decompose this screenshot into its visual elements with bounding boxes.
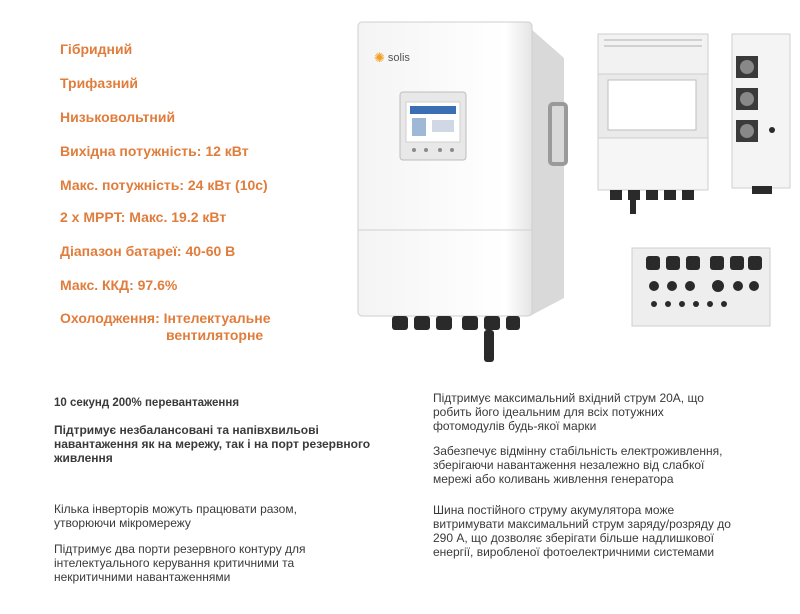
feature-stability: Забезпечує відмінну стабільність електроживлення, зберігаючи навантаження незалежно від слабкої мережі або коливань живлення генератора	[433, 444, 723, 486]
inverter-front-image	[352, 18, 584, 368]
feature-microgrid: Кілька інверторів можуть працювати разом, утворюючи мікромережу	[54, 502, 297, 530]
spec-max-power: Макс. потужність: 24 кВт (10с)	[60, 177, 268, 193]
inverter-side-view-image	[728, 32, 794, 198]
spec-efficiency: Макс. ККД: 97.6%	[60, 277, 178, 293]
spec-mppt-label: 2 x MPPT: Макс.	[60, 209, 168, 225]
feature-overload: 10 секунд 200% перевантаження	[54, 397, 240, 409]
feature-dc-bus: Шина постійного струму акумулятора може витримувати максимальний струм заряду/розряду до 290 А, що дозволяє зберігати більше надлишкової енергії, виробленої фотоелектричними системами	[433, 503, 731, 559]
inverter-cover-view-image	[590, 30, 716, 216]
spec-mppt-value: 19.2 кВт	[171, 209, 227, 225]
sun-icon: ✺	[374, 50, 385, 65]
feature-max-current: Підтримує максимальний вхідний струм 20А, що робить його ідеальним для всіх потужних фотомодулів будь-якої марки	[433, 391, 704, 433]
spec-output-power-label: Вихідна потужність:	[60, 143, 202, 159]
inverter-bottom-view-image	[626, 244, 776, 332]
logo-text: solis	[387, 52, 410, 64]
spec-cooling-label: Охолодження:	[60, 310, 160, 326]
spec-cooling	[60, 310, 300, 344]
spec-battery-range: Діапазон батареї: 40-60 В	[60, 243, 236, 259]
spec-cooling-value-1: Інтелектуальне	[163, 310, 271, 326]
spec-low-voltage: Низьковольтний	[60, 109, 176, 125]
spec-three-phase: Трифазний	[60, 75, 139, 91]
feature-unbalanced: Підтримує незбалансовані та напівхвильові навантаження як на мережу, так і на порт резервного живлення	[54, 423, 371, 465]
spec-hybrid: Гібридний	[60, 41, 133, 57]
spec-mppt	[60, 209, 226, 226]
solis-logo	[374, 50, 410, 66]
feature-backup-ports: Підтримує два порти резервного контуру для інтелектуального керування критичними та некритичними навантаженнями	[54, 542, 306, 584]
spec-output-power	[60, 143, 249, 160]
spec-output-power-value: 12 кВт	[205, 143, 249, 159]
spec-cooling-value-2: вентиляторне	[166, 327, 264, 343]
